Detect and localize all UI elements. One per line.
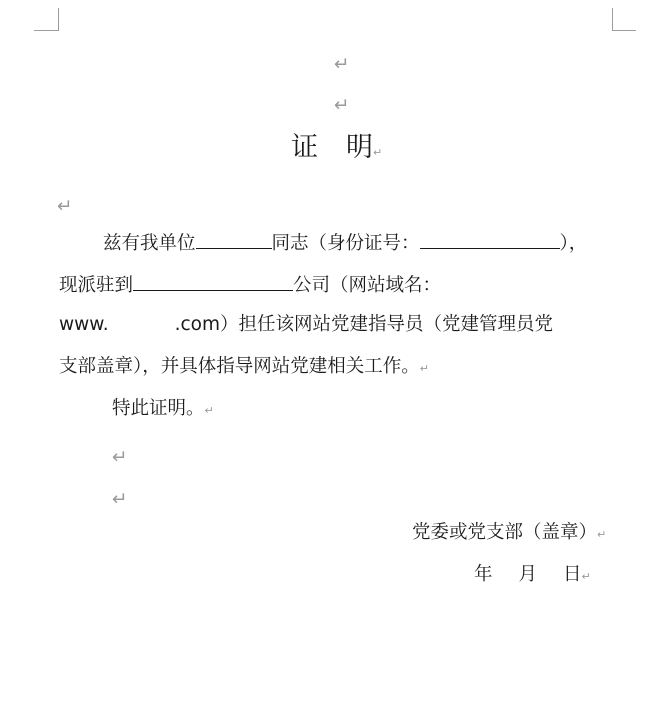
signature-text: 党委或党支部（盖章）: [412, 522, 598, 543]
date-month: 月: [518, 564, 538, 585]
signature-line: [412, 521, 606, 547]
body-line-1-prefix: 兹有我单位: [103, 233, 196, 254]
crop-mark-top-right-vertical: [612, 8, 613, 31]
date-day: 日: [563, 564, 582, 585]
body-line-5: [112, 397, 214, 423]
title-char-1: 证: [291, 132, 318, 163]
crop-mark-top-left-vertical: [58, 8, 59, 31]
body-line-4-text: 支部盖章），并具体指导网站党建相关工作。: [59, 356, 420, 377]
paragraph-mark-empty-4: ↵: [112, 447, 128, 468]
signature-paragraph-mark: ↵: [597, 528, 607, 541]
document-title: [291, 131, 382, 170]
title-char-2: 明: [346, 132, 373, 163]
body-line-1-paren-open: （身份证号：: [308, 233, 420, 254]
company-blank[interactable]: [133, 271, 293, 291]
crop-mark-top-left-horizontal: [34, 30, 58, 31]
name-blank[interactable]: [196, 229, 272, 249]
body-line-3-www: www.: [59, 314, 109, 335]
body-line-2-company: 公司（网站域名：: [293, 275, 442, 296]
body-line-2: [59, 271, 441, 298]
paragraph-mark-empty-2: ↵: [334, 95, 350, 116]
body-line-5-paragraph-mark: ↵: [204, 404, 214, 417]
body-line-1-mid: 同志: [271, 233, 309, 254]
body-line-1-paren-close: ），: [559, 233, 588, 254]
paragraph-mark-empty-1: ↵: [334, 54, 350, 75]
paragraph-mark-empty-5: ↵: [112, 489, 128, 510]
body-line-2-prefix: 现派驻到: [59, 275, 134, 296]
body-line-3-text: .com）担任该网站党建指导员（党建管理员党: [174, 314, 553, 335]
body-line-4: [59, 355, 429, 381]
body-line-4-paragraph-mark: ↵: [419, 362, 429, 375]
body-line-5-text: 特此证明。: [112, 398, 205, 419]
title-paragraph-mark: ↵: [373, 146, 383, 159]
date-paragraph-mark: ↵: [581, 570, 591, 583]
id-number-blank[interactable]: [420, 229, 560, 249]
body-line-1: [103, 229, 587, 256]
crop-mark-top-right-horizontal: [612, 30, 636, 31]
body-line-3: [59, 313, 553, 337]
date-year: 年: [474, 564, 493, 585]
paragraph-mark-empty-3: ↵: [57, 196, 73, 217]
date-line: [474, 563, 591, 589]
